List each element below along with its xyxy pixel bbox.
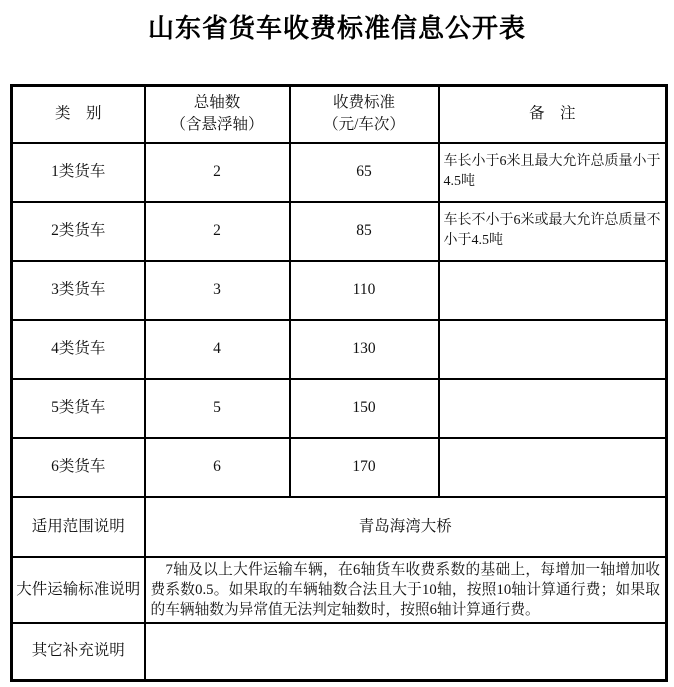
header-category: 类 别 — [12, 86, 145, 143]
footer-label: 其它补充说明 — [12, 623, 145, 681]
axles-cell: 6 — [145, 438, 290, 497]
header-axles-line2: （含悬浮轴） — [170, 116, 264, 134]
footer-content: 7轴及以上大件运输车辆，在6轴货车收费系数的基础上，每增加一轴增加收费系数0.5。如果取的车辆轴数合法且大于10轴，按照10轴计算通行费；如果取的车辆轴数为异常值无法判定轴数时，按照6轴计算通行费。 — [145, 557, 667, 623]
remark-cell — [439, 379, 667, 438]
table-row — [12, 202, 667, 261]
truck-toll-table — [10, 84, 668, 682]
header-fee-line1: 收费标准 — [332, 94, 395, 112]
table-row — [12, 438, 667, 497]
fee-cell: 150 — [290, 379, 439, 438]
other-notes-row — [12, 623, 667, 681]
fee-cell: 130 — [290, 320, 439, 379]
table-row — [12, 143, 667, 202]
category-cell: 4类货车 — [12, 320, 145, 379]
table-row — [12, 261, 667, 320]
category-cell: 6类货车 — [12, 438, 145, 497]
footer-label: 适用范围说明 — [12, 497, 145, 557]
fee-cell: 170 — [290, 438, 439, 497]
category-cell: 2类货车 — [12, 202, 145, 261]
header-fee — [290, 86, 439, 143]
remark-cell: 车长不小于6米或最大允许总质量不小于4.5吨 — [439, 202, 667, 261]
fee-cell: 110 — [290, 261, 439, 320]
footer-content — [145, 623, 667, 681]
axles-cell: 2 — [145, 202, 290, 261]
category-cell: 3类货车 — [12, 261, 145, 320]
remark-cell — [439, 261, 667, 320]
axles-cell: 3 — [145, 261, 290, 320]
remark-cell: 车长小于6米且最大允许总质量小于4.5吨 — [439, 143, 667, 202]
fee-cell: 65 — [290, 143, 439, 202]
category-cell: 5类货车 — [12, 379, 145, 438]
header-remark: 备 注 — [439, 86, 667, 143]
footer-label: 大件运输标准说明 — [12, 557, 145, 623]
header-fee-line2: （元/车次） — [323, 116, 405, 134]
header-axles-line1: 总轴数 — [193, 94, 241, 112]
page-title: 山东省货车收费标准信息公开表 — [147, 14, 526, 43]
axles-cell: 4 — [145, 320, 290, 379]
header-row — [12, 86, 667, 143]
axles-cell: 5 — [145, 379, 290, 438]
fee-cell: 85 — [290, 202, 439, 261]
category-cell: 1类货车 — [12, 143, 145, 202]
remark-cell — [439, 320, 667, 379]
table-row — [12, 320, 667, 379]
remark-cell — [439, 438, 667, 497]
oversize-transport-row — [12, 557, 667, 623]
header-axles — [145, 86, 290, 143]
table-row — [12, 379, 667, 438]
footer-content: 青岛海湾大桥 — [145, 497, 667, 557]
scope-row — [12, 497, 667, 557]
axles-cell: 2 — [145, 143, 290, 202]
